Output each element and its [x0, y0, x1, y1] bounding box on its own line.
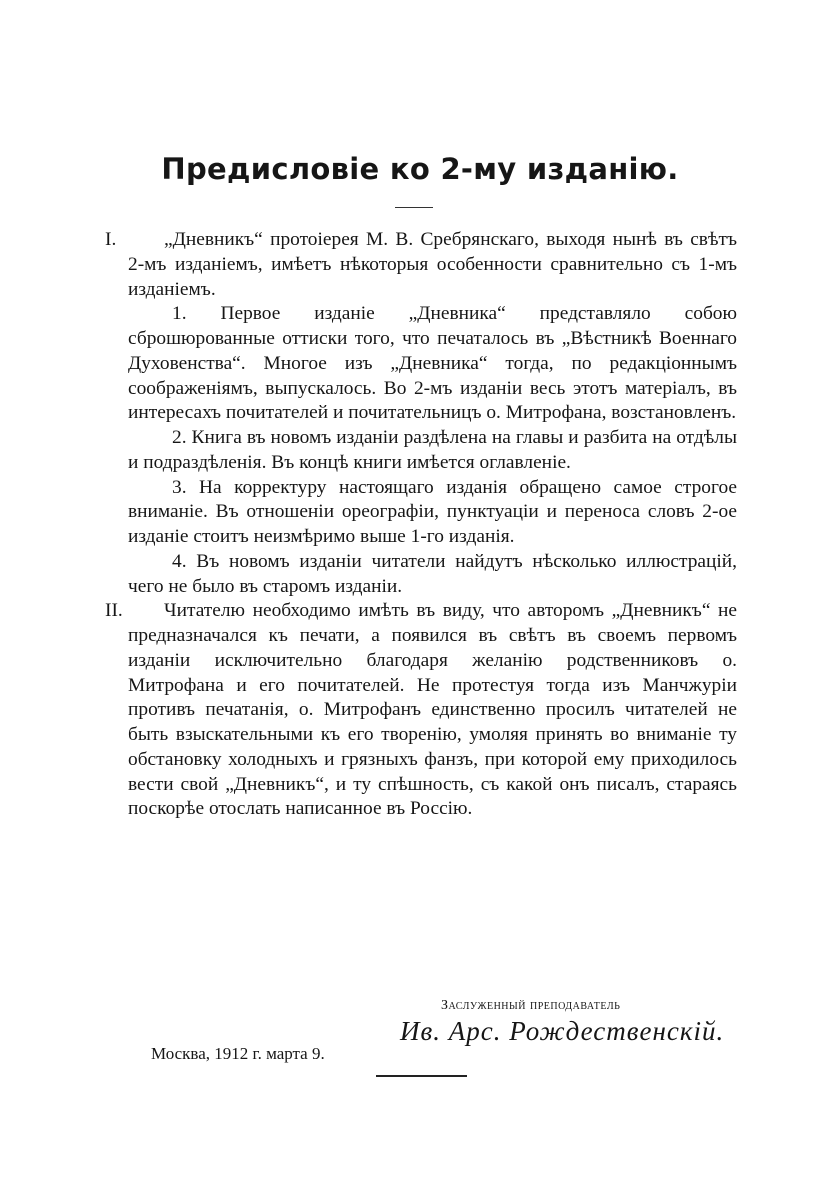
- section-2: [105, 599, 737, 822]
- place-date: Москва, 1912 г. марта 9.: [151, 1044, 325, 1063]
- section-1-intro: „Дневникъ“ протоіерея М. В. Сребрянскаго, выходя нынѣ въ свѣтъ 2-мъ изданіемъ, имѣетъ нѣкоторыя особенности сравнительно съ 1-мъ изданіемъ.: [128, 229, 737, 300]
- end-rule: [376, 1075, 467, 1077]
- page-title: Предисловіе ко 2-му изданію.: [161, 152, 679, 186]
- section-2-numeral: II.: [105, 600, 123, 622]
- title-divider: [395, 207, 433, 208]
- section-1-item-4: 4. Въ новомъ изданіи читатели найдутъ нѣсколько иллюстрацій, чего не было въ старомъ изданіи.: [128, 550, 737, 597]
- signature-title: Заслуженный преподаватель: [441, 998, 621, 1013]
- section-1-item-3: 3. На корректуру настоящаго изданія обращено самое строгое вниманіе. Въ отношеніи ореографіи, пунктуаціи и переноса словъ 2-ое изданіе стоитъ неизмѣримо выше 1-го изданія.: [128, 476, 737, 547]
- section-1-item-1: 1. Первое изданіе „Дневника“ представляло собою сброшюрованные оттиски того, что печаталось въ „Вѣстникѣ Военнаго Духовенства“. Многое изъ „Дневника“ тогда, по редакціоннымъ соображеніямъ, выпускалось. Во 2-мъ изданіи весь этотъ матеріалъ, въ интересахъ почитателей и почитательницъ о. Митрофана, возстановленъ.: [128, 303, 737, 424]
- body-text: [105, 228, 737, 822]
- section-1-numeral: I.: [105, 229, 117, 250]
- section-1-item-2: 2. Книга въ новомъ изданіи раздѣлена на главы и разбита на отдѣлы и подраздѣленія. Въ концѣ книги имѣется оглавленіе.: [128, 427, 737, 473]
- section-1: [105, 228, 737, 599]
- section-2-text: Читателю необходимо имѣть въ виду, что авторомъ „Дневникъ“ не предназначался къ печати, а появился въ свѣтъ въ своемъ первомъ изданіи исключительно благодаря желанію родственниковъ о. Митрофана и его почитателей. Не протестуя тогда изъ Манчжуріи противъ печатанія, о. Митрофанъ единственно просилъ читателей не быть взыскательными къ его творенію, умоляя принять во вниманіе ту обстановку холодныхъ и грязныхъ фанзъ, при которой ему приходилось вести свой „Дневникъ“, и ту спѣшность, съ какой онъ писалъ, стараясь поскорѣе отослать написанное въ Россію.: [128, 600, 737, 820]
- signature-name: Ив. Арс. Рождественскій.: [400, 1016, 725, 1046]
